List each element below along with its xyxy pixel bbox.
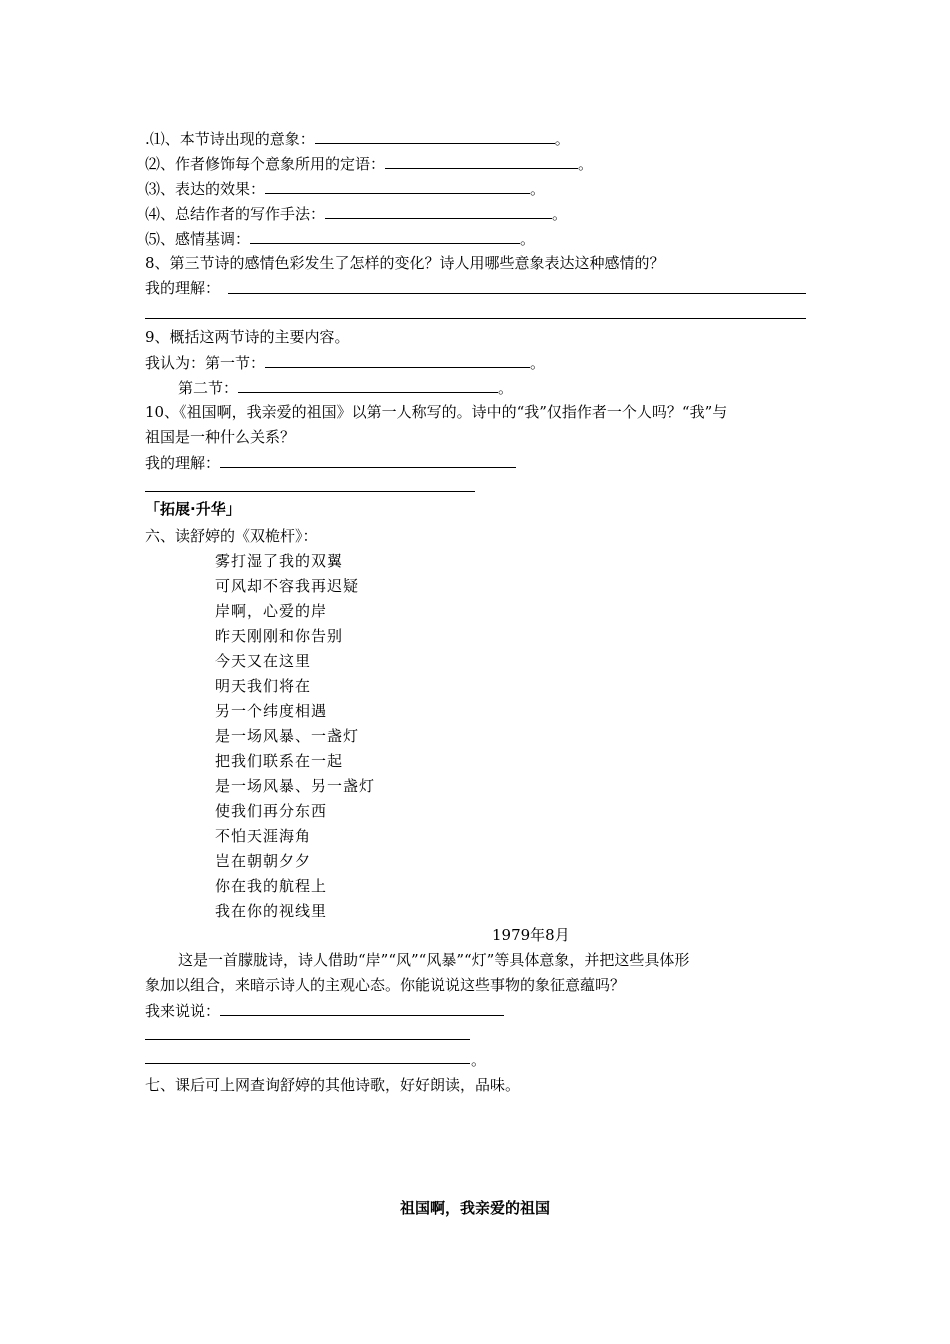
- q7-item-2-suffix: 。: [578, 155, 594, 173]
- q10-answer-label: 我的理解：: [145, 454, 221, 472]
- q6-answer-label: 我来说说：: [145, 1002, 221, 1020]
- q6-intro: 六、读舒婷的《双桅杆》：: [145, 527, 318, 545]
- q9-section1-label: 我认为：第一节：: [145, 354, 266, 372]
- q7-item-5: [145, 228, 535, 249]
- q9-question: 9、概括这两节诗的主要内容。: [145, 328, 350, 346]
- q8-answer-line-2[interactable]: [145, 318, 806, 319]
- poem-line: 昨天刚刚和你告别: [215, 627, 344, 645]
- q7-item-5-suffix: 。: [520, 230, 536, 248]
- q9-section1-blank[interactable]: [265, 352, 530, 368]
- poem-line: 不怕天涯海角: [215, 827, 312, 845]
- q7-item-3-label: ⑶、表达的效果：: [145, 180, 266, 198]
- q7-item-2: [145, 153, 593, 174]
- q7-item-3-blank[interactable]: [265, 178, 530, 194]
- q7-item-2-label: ⑵、作者修饰每个意象所用的定语：: [145, 155, 386, 173]
- q6-paragraph-line2: 象加以组合，来暗示诗人的主观心态。你能说说这些事物的象征意蕴吗？: [145, 976, 626, 994]
- q7-item-1-blank[interactable]: [315, 128, 555, 144]
- q10-question-line2: 祖国是一种什么关系？: [145, 428, 296, 446]
- poem-line: 雾打湿了我的双翼: [215, 552, 344, 570]
- poem-line: 是一场风暴、一盏灯: [215, 727, 360, 745]
- q6-answer-end: 。: [471, 1051, 487, 1069]
- q7-item-2-blank[interactable]: [385, 153, 578, 169]
- q6-answer-row: [145, 1000, 504, 1021]
- q7-item-3: [145, 178, 545, 199]
- q10-answer-blank[interactable]: [220, 452, 516, 468]
- q8-answer-row: [145, 278, 220, 298]
- poem-line: 使我们再分东西: [215, 802, 328, 820]
- q6-answer-line-3[interactable]: [145, 1063, 470, 1064]
- q7-item-1-suffix: 。: [554, 130, 570, 148]
- q7-item-4-blank[interactable]: [325, 203, 552, 219]
- q8-question: 8、第三节诗的感情色彩发生了怎样的变化？诗人用哪些意象表达这种感情的？: [145, 254, 665, 272]
- poem-date: 1979年8月: [492, 926, 570, 944]
- q9-section2-label: 第二节：: [178, 379, 239, 397]
- q9-section2-blank[interactable]: [238, 377, 498, 393]
- q7-item-5-label: ⑸、感情基调：: [145, 230, 251, 248]
- q10-question-line1: 10、《祖国啊，我亲爱的祖国》以第一人称写的。诗中的“我”仅指作者一个人吗？“我”与: [145, 403, 728, 421]
- q9-section1-suffix: 。: [530, 354, 546, 372]
- q7-item-1-label: .⑴、本节诗出现的意象：: [145, 130, 315, 148]
- poem-line: 可风却不容我再迟疑: [215, 577, 360, 595]
- poem-line: 岂在朝朝夕夕: [215, 852, 312, 870]
- q7-item-4: [145, 203, 567, 224]
- section-title: 「拓展·升华」: [145, 500, 241, 518]
- q6-answer-blank[interactable]: [220, 1000, 504, 1016]
- q9-section2-suffix: 。: [498, 379, 514, 397]
- footer-title: 祖国啊，我亲爱的祖国: [399, 1199, 550, 1217]
- poem-line: 你在我的航程上: [215, 877, 328, 895]
- q8-answer-label: 我的理解：: [145, 279, 221, 297]
- poem-line: 今天又在这里: [215, 652, 312, 670]
- q10-answer-row: [145, 452, 516, 473]
- q7-item-3-suffix: 。: [530, 180, 546, 198]
- poem-line: 把我们联系在一起: [215, 752, 344, 770]
- q7-item-4-label: ⑷、总结作者的写作手法：: [145, 205, 326, 223]
- q10-answer-line-2[interactable]: [145, 491, 475, 492]
- poem-line: 岸啊，心爱的岸: [215, 602, 328, 620]
- poem-line: 我在你的视线里: [215, 902, 328, 920]
- q9-section1: [145, 352, 545, 373]
- q7-extra: 七、课后可上网查询舒婷的其他诗歌，好好朗读，品味。: [145, 1076, 521, 1094]
- q7-item-5-blank[interactable]: [250, 228, 520, 244]
- poem-line: 另一个纬度相遇: [215, 702, 328, 720]
- q7-item-4-suffix: 。: [552, 205, 568, 223]
- q7-item-1: [145, 128, 570, 149]
- q8-answer-line-1[interactable]: [228, 293, 806, 294]
- poem-line: 明天我们将在: [215, 677, 312, 695]
- poem-line: 是一场风暴、另一盏灯: [215, 777, 376, 795]
- q6-paragraph-line1: 这是一首朦胧诗，诗人借助“岸”“风”“风暴”“灯”等具体意象，并把这些具体形: [178, 951, 690, 969]
- q6-answer-line-2[interactable]: [145, 1039, 470, 1040]
- q9-section2: [178, 377, 513, 398]
